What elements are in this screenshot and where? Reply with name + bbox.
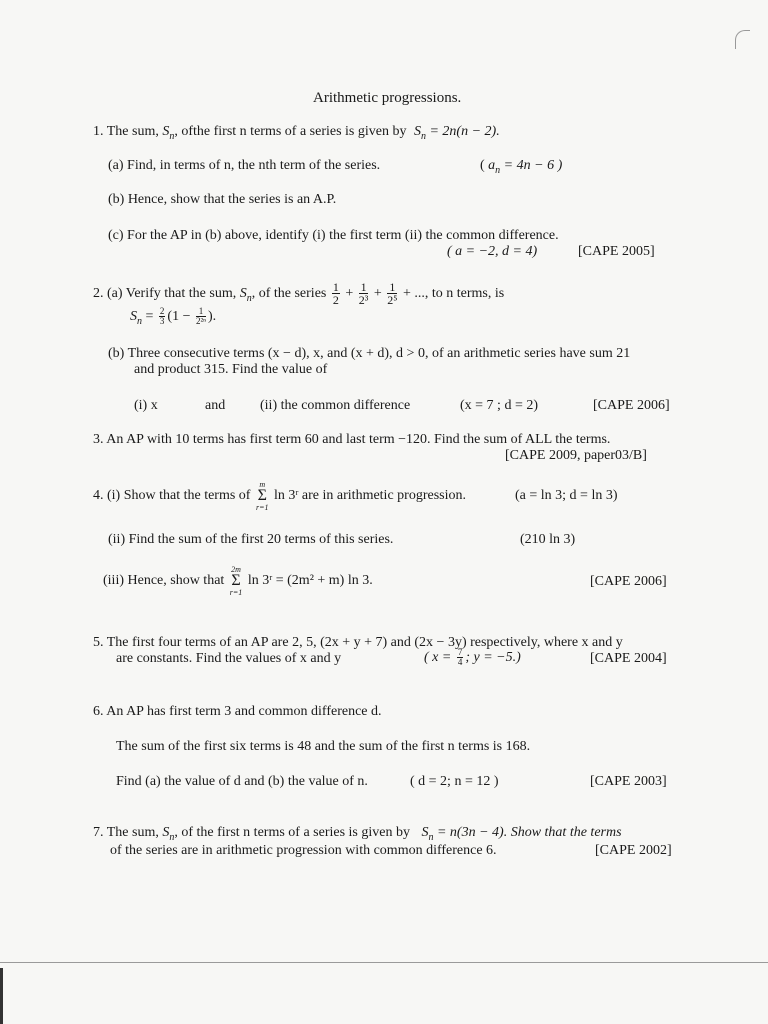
q2-part-b-ii: (ii) the common difference xyxy=(260,398,411,413)
q4-reference: [CAPE 2006] xyxy=(590,574,667,589)
q5-reference: [CAPE 2004] xyxy=(590,651,667,666)
q4-answer-ii: (210 ln 3) xyxy=(520,532,576,547)
q1-part-a: (a) Find, in terms of n, the nth term of the series. xyxy=(108,158,381,173)
q1-answer-c: ( a = −2, d = 4) xyxy=(447,244,538,259)
q1-answer-a: ( $a_n = 4n - 6$ ) xyxy=(480,158,563,176)
q7-reference: [CAPE 2002] xyxy=(595,843,672,858)
q3-text: 3. An AP with 10 terms has first term 60 and last term −120. Find the sum of ALL the terms. xyxy=(93,432,611,447)
q5-answer: ( x = $\frac{7}{4}$ ; y = −5.) xyxy=(424,647,521,668)
page-bottom-edge xyxy=(0,962,768,963)
page-title: Arithmetic progressions. xyxy=(313,90,462,106)
corner-mark xyxy=(735,30,750,49)
q7-line1: 7. The sum, $S_n$, of the first n terms of a series is given by $S_n = n(3n - 4)$. Show that the terms xyxy=(93,825,622,843)
q5-line2: are constants. Find the values of x and y xyxy=(116,651,342,666)
q6-reference: [CAPE 2003] xyxy=(590,774,667,789)
q1-part-c: (c) For the AP in (b) above, identify (i) the first term (ii) the common difference. xyxy=(108,228,559,243)
q4-part-iii: (iii) Hence, show that 2m Σ r=1 ln 3ʳ = (2m² + m) ln 3. xyxy=(103,565,373,597)
q2-part-b-i: (i) x xyxy=(134,398,158,413)
q4-part-ii: (ii) Find the sum of the first 20 terms of this series. xyxy=(108,532,394,547)
q6-line2: The sum of the first six terms is 48 and the sum of the first n terms is 168. xyxy=(116,739,531,754)
q2-answer-b: (x = 7 ; d = 2) xyxy=(460,398,539,413)
q5-line1: 5. The first four terms of an AP are 2, 5, (2x + y + 7) and (2x − 3y) respectively, where x and y xyxy=(93,635,623,650)
q2-sum-formula: $S_n$ = $\frac{2}{3}$ (1 − $\frac{1}{\text{2²ⁿ}}$ ). xyxy=(130,306,217,327)
q2-stem: 2. (a) Verify that the sum, $S_n$, of the series $\frac{1}{2}$ + $\frac{1}{\text{2³}}$ + $\frac{1}{\text{2⁵}}$ + ..., to n terms, is xyxy=(93,280,505,308)
q6-answer: ( d = 2; n = 12 ) xyxy=(410,774,499,789)
q2-reference: [CAPE 2006] xyxy=(593,398,670,413)
q4-answer-i: (a = ln 3; d = ln 3) xyxy=(515,488,618,503)
q7-line2: of the series are in arithmetic progression with common difference 6. xyxy=(110,843,497,858)
q1-part-b: (b) Hence, show that the series is an A.P. xyxy=(108,192,337,207)
scan-edge-shadow xyxy=(0,968,3,1024)
q6-line1: 6. An AP has first term 3 and common difference d. xyxy=(93,704,382,719)
q6-line3: Find (a) the value of d and (b) the value of n. xyxy=(116,774,368,789)
q1-reference: [CAPE 2005] xyxy=(578,244,655,259)
q2-part-b-line1: (b) Three consecutive terms (x − d), x, and (x + d), d > 0, of an arithmetic series have sum 21 xyxy=(108,346,631,361)
q4-part-i: 4. (i) Show that the terms of m Σ r=1 ln 3ʳ are in arithmetic progression. xyxy=(93,480,466,512)
q3-reference: [CAPE 2009, paper03/B] xyxy=(505,448,647,463)
q1-stem: 1. The sum, $S_n$, ofthe first n terms of a series is given by $S_n = 2n(n - 2)$. xyxy=(93,124,500,142)
q2-part-b-line2: and product 315. Find the value of xyxy=(134,362,328,377)
q2-and: and xyxy=(205,398,226,413)
